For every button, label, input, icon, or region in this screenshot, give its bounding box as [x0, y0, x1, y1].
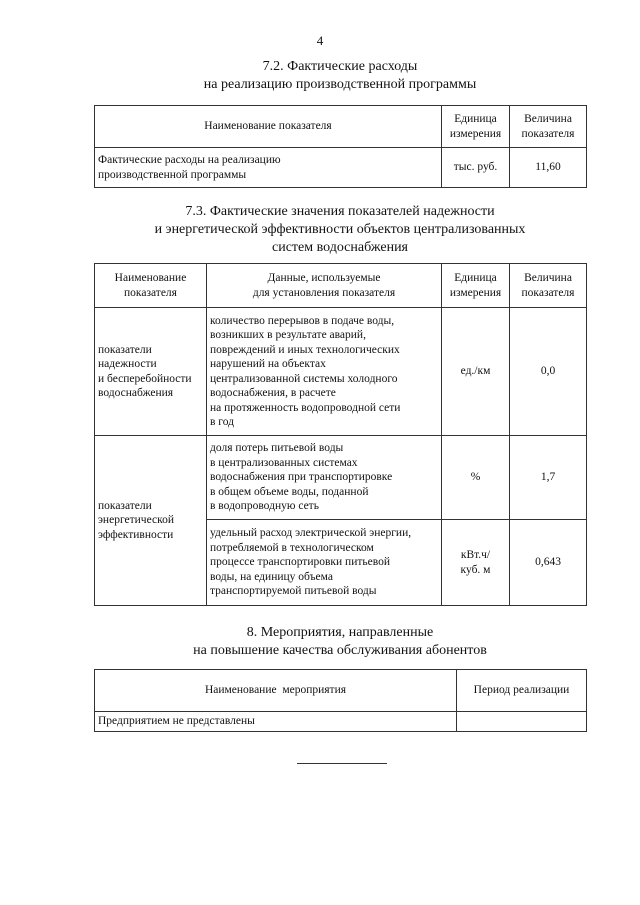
table-row [95, 712, 587, 732]
row-unit: ед./км [442, 308, 510, 436]
header-name: Наименование мероприятия [95, 670, 457, 712]
table-7-3 [94, 263, 587, 606]
header-unit: Единица измерения [442, 106, 510, 148]
table-header-row [95, 106, 587, 148]
header-period: Период реализации [457, 670, 587, 712]
row-name: Фактические расходы на реализацию производственной программы [95, 148, 442, 188]
row-data: доля потерь питьевой воды в централизованных системах водоснабжения при транспортировке в общем объеме воды, поданной в водопроводную сеть [207, 436, 442, 520]
row-data: количество перерывов в подаче воды, возникших в результате аварий, повреждений и иных технологических нарушений на объектах централизованной системы холодного водоснабжения, в расчете на протяженность водопроводной сети в год [207, 308, 442, 436]
row-value: 0,643 [510, 520, 587, 606]
section-7-2-title [60, 58, 620, 94]
title-line: систем водоснабжения [271, 240, 408, 255]
header-name: Наименование показателя [95, 264, 207, 308]
header-value: Величина показателя [510, 264, 587, 308]
row-value: 0,0 [510, 308, 587, 436]
row-value: 1,7 [510, 436, 587, 520]
section-8-title [60, 624, 620, 660]
title-line: на реализацию производственной программы [203, 77, 477, 92]
table-header-row [95, 264, 587, 308]
title-line: и энергетической эффективности объектов централизованных [154, 222, 526, 237]
table-row [95, 148, 587, 188]
table-7-2 [94, 105, 587, 188]
row-unit: % [442, 436, 510, 520]
row-value: 11,60 [510, 148, 587, 188]
row-data: удельный расход электрической энергии, потребляемой в технологическом процессе транспортировки питьевой воды, на единицу объема транспортируемой питьевой воды [207, 520, 442, 606]
table-row [95, 308, 587, 436]
table-8 [94, 669, 587, 732]
row-unit: кВт.ч/ куб. м [442, 520, 510, 606]
signature-divider [297, 763, 387, 764]
row-period [457, 712, 587, 732]
header-value: Величина показателя [510, 106, 587, 148]
row-unit: тыс. руб. [442, 148, 510, 188]
table-header-row [95, 670, 587, 712]
header-data: Данные, используемые для установления показателя [207, 264, 442, 308]
table-row [95, 436, 587, 520]
page-number: 4 [316, 33, 324, 48]
header-unit: Единица измерения [442, 264, 510, 308]
title-line: на повышение качества обслуживания абонентов [193, 643, 487, 658]
row-name: Предприятием не представлены [95, 712, 457, 732]
header-name: Наименование показателя [95, 106, 442, 148]
title-line: 8. Мероприятия, направленные [246, 625, 434, 640]
row-name: показатели надежности и бесперебойности водоснабжения [95, 308, 207, 436]
section-7-3-title [60, 203, 620, 257]
title-line: 7.3. Фактические значения показателей надежности [185, 204, 495, 219]
row-name: показатели энергетической эффективности [95, 436, 207, 606]
title-line: 7.2. Фактические расходы [262, 59, 418, 74]
